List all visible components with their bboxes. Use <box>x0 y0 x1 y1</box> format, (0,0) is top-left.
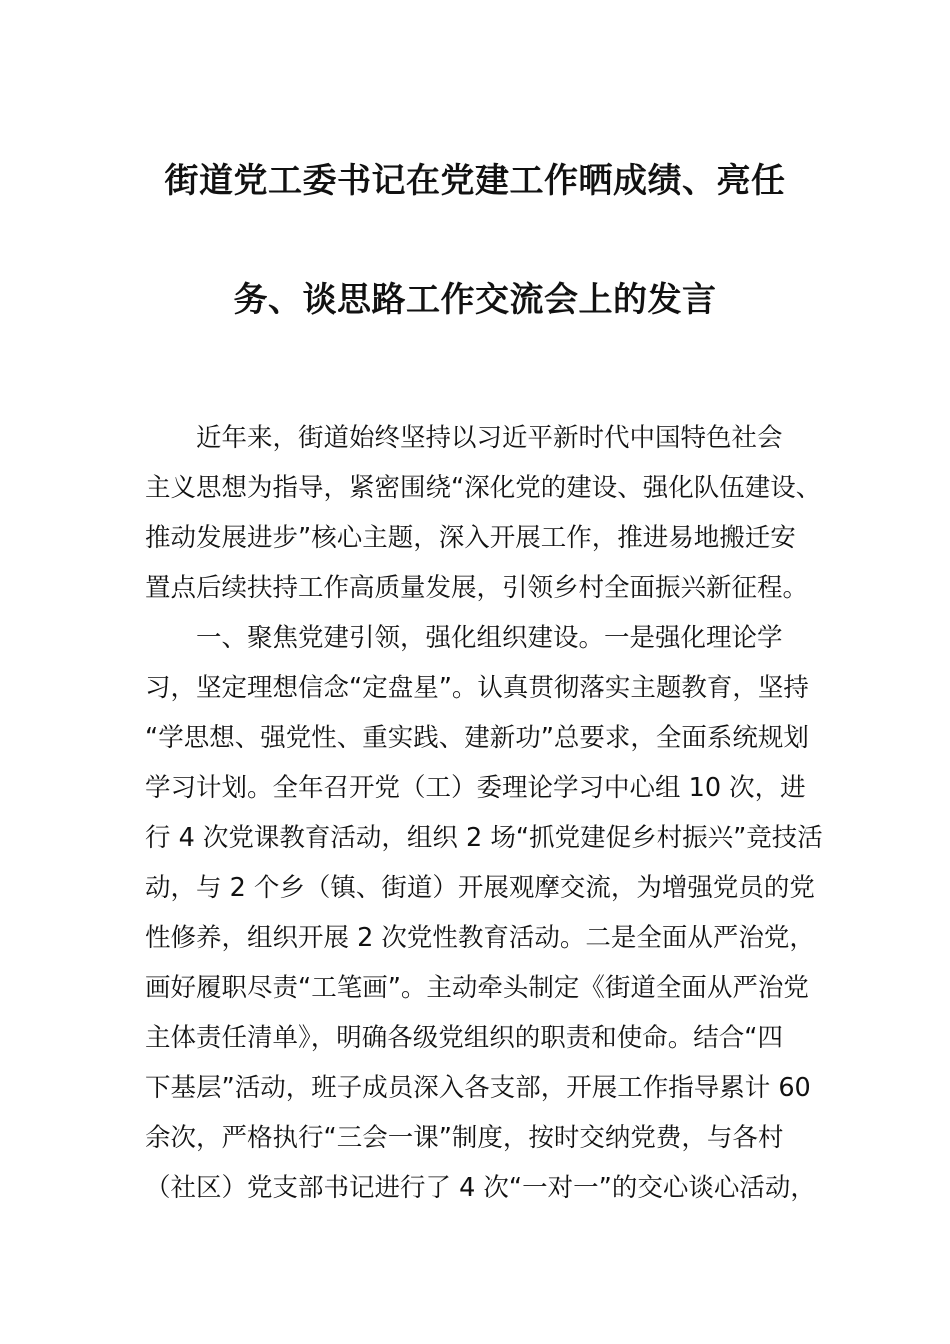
paragraph-line: 余次，严格执行“三会一课”制度，按时交纳党费，与各村 <box>145 1123 784 1153</box>
paragraph-line: 近年来，街道始终坚持以习近平新时代中国特色社会 <box>196 423 783 453</box>
document-title-line-2: 务、谈思路工作交流会上的发言 <box>233 280 717 320</box>
paragraph-line: 动，与 2 个乡（镇、街道）开展观摩交流，为增强党员的党 <box>145 873 815 903</box>
paragraph-line: 一、聚焦党建引领，强化组织建设。一是强化理论学 <box>196 623 783 653</box>
document-title-line-1: 街道党工委书记在党建工作晒成绩、亮任 <box>164 161 786 201</box>
paragraph-line: 置点后续扶持工作高质量发展，引领乡村全面振兴新征程。 <box>145 573 809 603</box>
paragraph-line: 主体责任清单》，明确各级党组织的职责和使命。结合“四 <box>145 1023 783 1053</box>
paragraph-line: 下基层”活动，班子成员深入各支部，开展工作指导累计 60 <box>145 1073 811 1103</box>
paragraph-line: 主义思想为指导，紧密围绕“深化党的建设、强化队伍建设、 <box>145 473 822 503</box>
paragraph-line: 性修养，组织开展 2 次党性教育活动。二是全面从严治党， <box>145 923 815 953</box>
paragraph-line: 习，坚定理想信念“定盘星”。认真贯彻落实主题教育，坚持 <box>145 673 809 703</box>
paragraph-line: （社区）党支部书记进行了 4 次“一对一”的交心谈心活动， <box>145 1173 816 1203</box>
paragraph-line: 学习计划。全年召开党（工）委理论学习中心组 10 次，进 <box>145 773 806 803</box>
paragraph-line: “学思想、强党性、重实践、建新功”总要求，全面系统规划 <box>145 723 809 753</box>
paragraph-line: 推动发展进步”核心主题，深入开展工作，推进易地搬迁安 <box>145 523 796 553</box>
paragraph-line: 行 4 次党课教育活动，组织 2 场“抓党建促乡村振兴”竞技活 <box>145 823 823 853</box>
paragraph-line: 画好履职尽责“工笔画”。主动牵头制定《街道全面从严治党 <box>145 973 809 1003</box>
